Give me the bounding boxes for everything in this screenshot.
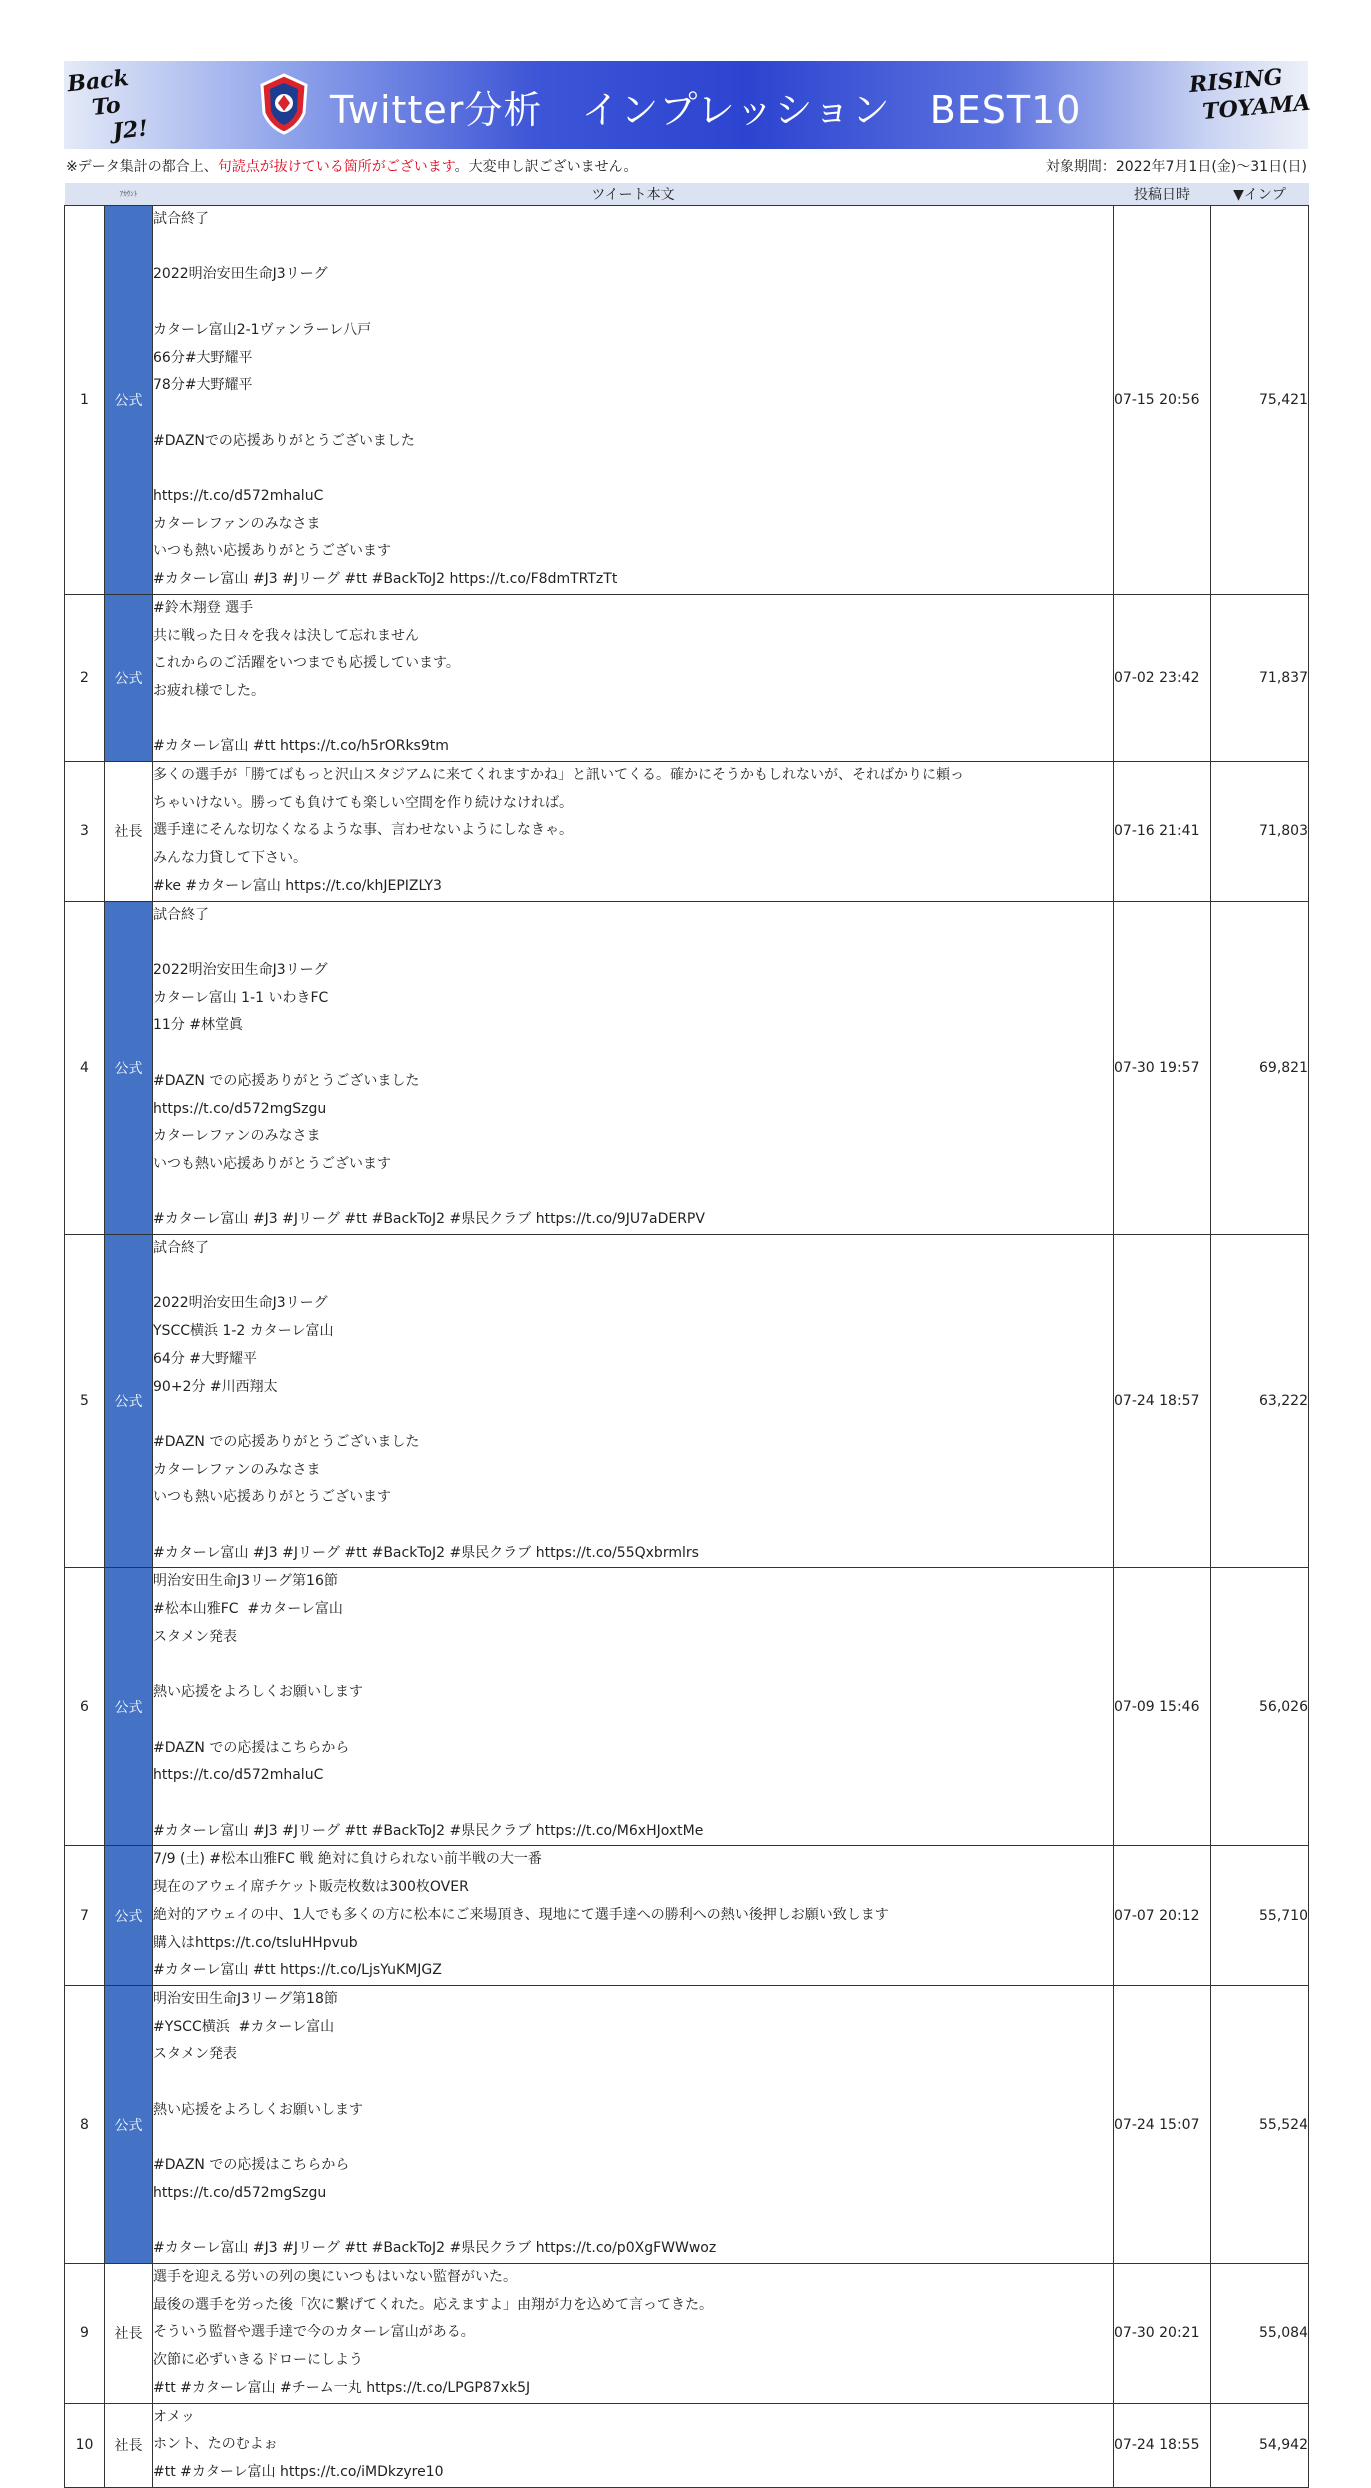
title-banner (64, 61, 1312, 149)
impression-cell: 71,837 (1211, 594, 1309, 761)
rank-cell: 2 (65, 594, 105, 761)
account-cell: 公式 (105, 594, 153, 761)
impression-cell: 69,821 (1211, 901, 1309, 1234)
tweet-text-cell: 明治安田生命J3リーグ第18節 #YSCC横浜 #カターレ富山 スタメン発表 熱い応援をよろしくお願いします #DAZN での応援はこちらから https://t.co/d572mgSzgu #カターレ富山 #J3 #Jリーグ #tt #BackToJ2 #県民クラブ https://t.co/p0XgFWWwoz (153, 1986, 1114, 2264)
account-cell: 公式 (105, 206, 153, 595)
tweet-text-cell: 多くの選手が「勝てばもっと沢山スタジアムに来てくれますかね」と訊いてくる。確かにそうかもしれないが、そればかりに頼っ ちゃいけない。勝っても負けても楽しい空間を作り続けなければ。 選手達にそんな切なくなるような事、言わせないようにしなきゃ。 みんな力貸して下さい。 #ke #カターレ富山 https://t.co/khJEPIZLY3 (153, 762, 1114, 902)
table-row (65, 206, 1309, 595)
rank-cell: 6 (65, 1568, 105, 1846)
tweet-text-cell: 7/9 (土) #松本山雅FC 戦 絶対に負けられない前半戦の大一番 現在のアウェイ席チケット販売枚数は300枚OVER 絶対的アウェイの中、1人でも多くの方に松本にご来場頂き、現地にて選手達への勝利への熱い後押しお願い致します 購入はhttps://t.co/tsluHHpvub #カターレ富山 #tt https://t.co/LjsYuKMJGZ (153, 1846, 1114, 1986)
rank-cell: 9 (65, 2264, 105, 2404)
tweet-text-cell: オメッ ホント、たのむよぉ #tt #カターレ富山 https://t.co/iMDkzyre10 (153, 2403, 1114, 2487)
post-date-cell: 07-02 23:42 (1114, 594, 1211, 761)
impression-table (64, 183, 1309, 2488)
impression-cell: 63,222 (1211, 1235, 1309, 1568)
table-header-row (65, 183, 1309, 206)
tweet-text-cell: #鈴木翔登 選手 共に戦った日々を我々は決して忘れません これからのご活躍をいつまでも応援しています。 お疲れ様でした。 #カターレ富山 #tt https://t.co/h5rORks9tm (153, 594, 1114, 761)
tweet-text-cell: 試合終了 2022明治安田生命J3リーグ カターレ富山 1-1 いわきFC 11分 #林堂眞 #DAZN での応援ありがとうございました https://t.co/d572mgSzgu カターレファンのみなさま いつも熱い応援ありがとうございます #カターレ富山 #J3 #Jリーグ #tt #BackToJ2 #県民クラブ https://t.co/9JU7aDERPV (153, 901, 1114, 1234)
account-cell: 社長 (105, 2403, 153, 2487)
table-row (65, 1568, 1309, 1846)
rising-toyama-logo: RISING TOYAMA (1188, 64, 1312, 126)
tweet-text-cell: 選手を迎える労いの列の奥にいつもはいない監督がいた。 最後の選手を労った後「次に繋げてくれた。応えますよ」由翔が力を込めて言ってきた。 そういう監督や選手達で今のカターレ富山がある。 次節に必ずいきるドローにしよう #tt #カターレ富山 #チーム一丸 https://t.co/LPGP87xk5J (153, 2264, 1114, 2404)
account-cell: 社長 (105, 762, 153, 902)
account-cell: 公式 (105, 901, 153, 1234)
rank-cell: 5 (65, 1235, 105, 1568)
post-date-cell: 07-16 21:41 (1114, 762, 1211, 902)
impression-cell: 71,803 (1211, 762, 1309, 902)
account-header: ｱｶｳﾝﾄ (105, 183, 153, 206)
impression-cell: 56,026 (1211, 1568, 1309, 1846)
post-date-cell: 07-15 20:56 (1114, 206, 1211, 595)
date-header: 投稿日時 (1114, 183, 1211, 206)
account-cell: 社長 (105, 2264, 153, 2404)
post-date-cell: 07-24 18:57 (1114, 1235, 1211, 1568)
back-to-j2-logo: Back To J2! (66, 65, 150, 145)
table-row (65, 2403, 1309, 2487)
data-note: ※データ集計の都合上、句読点が抜けている箇所がございます。大変申し訳ございません。 (66, 159, 638, 175)
rank-cell: 3 (65, 762, 105, 902)
account-cell: 公式 (105, 1986, 153, 2264)
impression-cell: 54,942 (1211, 2403, 1309, 2487)
tweet-text-cell: 試合終了 2022明治安田生命J3リーグ カターレ富山2-1ヴァンラーレ八戸 66分#大野耀平 78分#大野耀平 #DAZNでの応援ありがとうございました https://t.co/d572mhaluC カターレファンのみなさま いつも熱い応援ありがとうございます #カターレ富山 #J3 #Jリーグ #tt #BackToJ2 https://t.co/F8dmTRTzTt (153, 206, 1114, 595)
post-date-cell: 07-24 15:07 (1114, 1986, 1211, 2264)
table-row (65, 1235, 1309, 1568)
rank-cell: 7 (65, 1846, 105, 1986)
rank-cell: 1 (65, 206, 105, 595)
table-row (65, 1846, 1309, 1986)
rank-header (65, 183, 105, 206)
rank-cell: 10 (65, 2403, 105, 2487)
note-highlight: 句読点が抜けている箇所がございます (217, 159, 455, 175)
table-row (65, 1986, 1309, 2264)
post-date-cell: 07-24 18:55 (1114, 2403, 1211, 2487)
account-cell: 公式 (105, 1846, 153, 1986)
page-title: Twitter分析 インプレッション BEST10 (330, 88, 1082, 132)
account-cell: 公式 (105, 1235, 153, 1568)
post-date-cell: 07-09 15:46 (1114, 1568, 1211, 1846)
impression-cell: 55,524 (1211, 1986, 1309, 2264)
post-date-cell: 07-07 20:12 (1114, 1846, 1211, 1986)
table-row (65, 2264, 1309, 2404)
impression-cell: 55,710 (1211, 1846, 1309, 1986)
table-row (65, 762, 1309, 902)
rank-cell: 8 (65, 1986, 105, 2264)
impression-cell: 75,421 (1211, 206, 1309, 595)
target-period: 対象期間：2022年7月1日(金)～31日(日) (1045, 159, 1307, 175)
rank-cell: 4 (65, 901, 105, 1234)
table-row (65, 901, 1309, 1234)
text-header: ツイート本文 (153, 183, 1114, 206)
club-crest-icon (258, 73, 310, 135)
impression-header: ▼インプ (1211, 183, 1309, 206)
tweet-text-cell: 明治安田生命J3リーグ第16節 #松本山雅FC #カターレ富山 スタメン発表 熱い応援をよろしくお願いします #DAZN での応援はこちらから https://t.co/d572mhaluC #カターレ富山 #J3 #Jリーグ #tt #BackToJ2 #県民クラブ https://t.co/M6xHJoxtMe (153, 1568, 1114, 1846)
table-row (65, 594, 1309, 761)
impression-cell: 55,084 (1211, 2264, 1309, 2404)
post-date-cell: 07-30 19:57 (1114, 901, 1211, 1234)
account-cell: 公式 (105, 1568, 153, 1846)
tweet-text-cell: 試合終了 2022明治安田生命J3リーグ YSCC横浜 1-2 カターレ富山 64分 #大野耀平 90+2分 #川西翔太 #DAZN での応援ありがとうございました カターレファンのみなさま いつも熱い応援ありがとうございます #カターレ富山 #J3 #Jリーグ #tt #BackToJ2 #県民クラブ https://t.co/55Qxbrmlrs (153, 1235, 1114, 1568)
post-date-cell: 07-30 20:21 (1114, 2264, 1211, 2404)
